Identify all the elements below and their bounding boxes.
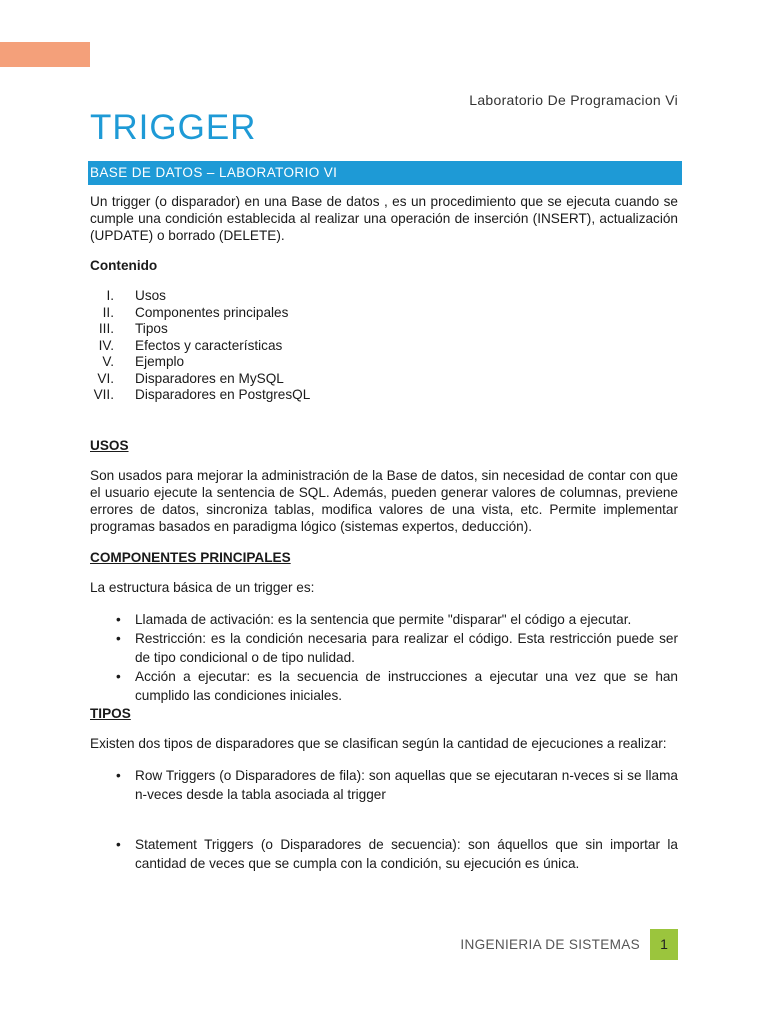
toc-item: [90, 288, 678, 305]
page-number: 1: [650, 929, 678, 960]
list-item-text: Statement Triggers (o Disparadores de secuencia): son áquellos que sin importar la cantidad de veces que se cumpla con la condición, su ejecución es única.: [135, 836, 678, 871]
bullet-icon: •: [116, 836, 121, 852]
document-body: [90, 193, 678, 873]
toc-item: [90, 305, 678, 322]
tipos-list: [90, 766, 678, 873]
toc-label: Disparadores en MySQL: [135, 370, 284, 386]
bullet-icon: •: [116, 611, 121, 627]
list-item-text: Acción a ejecutar: es la secuencia de instrucciones a ejecutar una vez que se han cumplido las condiciones iniciales.: [135, 668, 678, 703]
toc-number: I.: [106, 288, 114, 303]
list-item: [90, 835, 678, 873]
toc-number: III.: [98, 321, 114, 336]
toc-number: IV.: [98, 337, 114, 353]
list-item: [90, 766, 678, 804]
toc-label: Usos: [135, 288, 166, 303]
accent-bar: [0, 42, 90, 67]
section-banner: BASE DE DATOS – LABORATORIO VI: [88, 161, 682, 185]
toc-item: [90, 387, 678, 404]
list-item-text: Llamada de activación: es la sentencia que permite "disparar" el código a ejecutar.: [135, 611, 632, 627]
document-title: TRIGGER: [90, 108, 257, 147]
toc-label: Tipos: [135, 321, 168, 336]
toc-list: [90, 288, 678, 404]
toc-heading: Contenido: [90, 258, 158, 273]
list-item-text: Restricción: es la condición necesaria para realizar el código. Esta restricción puede ser de tipo condicional o de tipo nulidad.: [135, 630, 678, 665]
list-item: [90, 610, 678, 629]
componentes-heading: COMPONENTES PRINCIPALES: [90, 549, 291, 565]
toc-label: Efectos y características: [135, 337, 283, 353]
running-footer: INGENIERIA DE SISTEMAS: [460, 937, 640, 952]
list-item: [90, 629, 678, 667]
toc-item: [90, 321, 678, 338]
toc-number: V.: [102, 354, 114, 369]
intro-paragraph: Un trigger (o disparador) en una Base de datos , es un procedimiento que se ejecuta cuando se cumple una condición establecida al realizar una operación de inserción (INSERT), actualización (UPDATE) o borrado (DELETE).: [90, 194, 678, 243]
toc-item: [90, 354, 678, 371]
toc-number: VI.: [97, 370, 114, 386]
toc-item: [90, 338, 678, 355]
toc-number: II.: [102, 304, 114, 320]
toc-label: Componentes principales: [135, 304, 289, 320]
toc-number: VII.: [93, 387, 114, 402]
running-header: Laboratorio De Programacion Vi: [469, 92, 678, 108]
tipos-heading: TIPOS: [90, 705, 131, 721]
tipos-intro: Existen dos tipos de disparadores que se clasifican según la cantidad de ejecuciones a realizar:: [90, 735, 667, 751]
list-item: [90, 667, 678, 705]
bullet-icon: •: [116, 767, 121, 783]
toc-label: Disparadores en PostgresQL: [135, 387, 311, 402]
usos-heading: USOS: [90, 437, 129, 453]
toc-item: [90, 371, 678, 388]
usos-paragraph: Son usados para mejorar la administración de la Base de datos, sin necesidad de contar con que el usuario ejecute la sentencia de SQL. Además, pueden generar valores de columnas, previene errores de datos, sincroniza tablas, modifica valores de una vista, etc. Permite implementar programas basados en paradigma lógico (sistemas expertos, deducción).: [90, 467, 678, 534]
componentes-list: [90, 610, 678, 705]
bullet-icon: •: [116, 668, 121, 684]
list-item-text: Row Triggers (o Disparadores de fila): son aquellas que se ejecutaran n-veces si se llama n-veces desde la tabla asociada al trigger: [135, 767, 678, 802]
bullet-icon: •: [116, 630, 121, 646]
componentes-intro: La estructura básica de un trigger es:: [90, 579, 315, 595]
toc-label: Ejemplo: [135, 354, 185, 369]
